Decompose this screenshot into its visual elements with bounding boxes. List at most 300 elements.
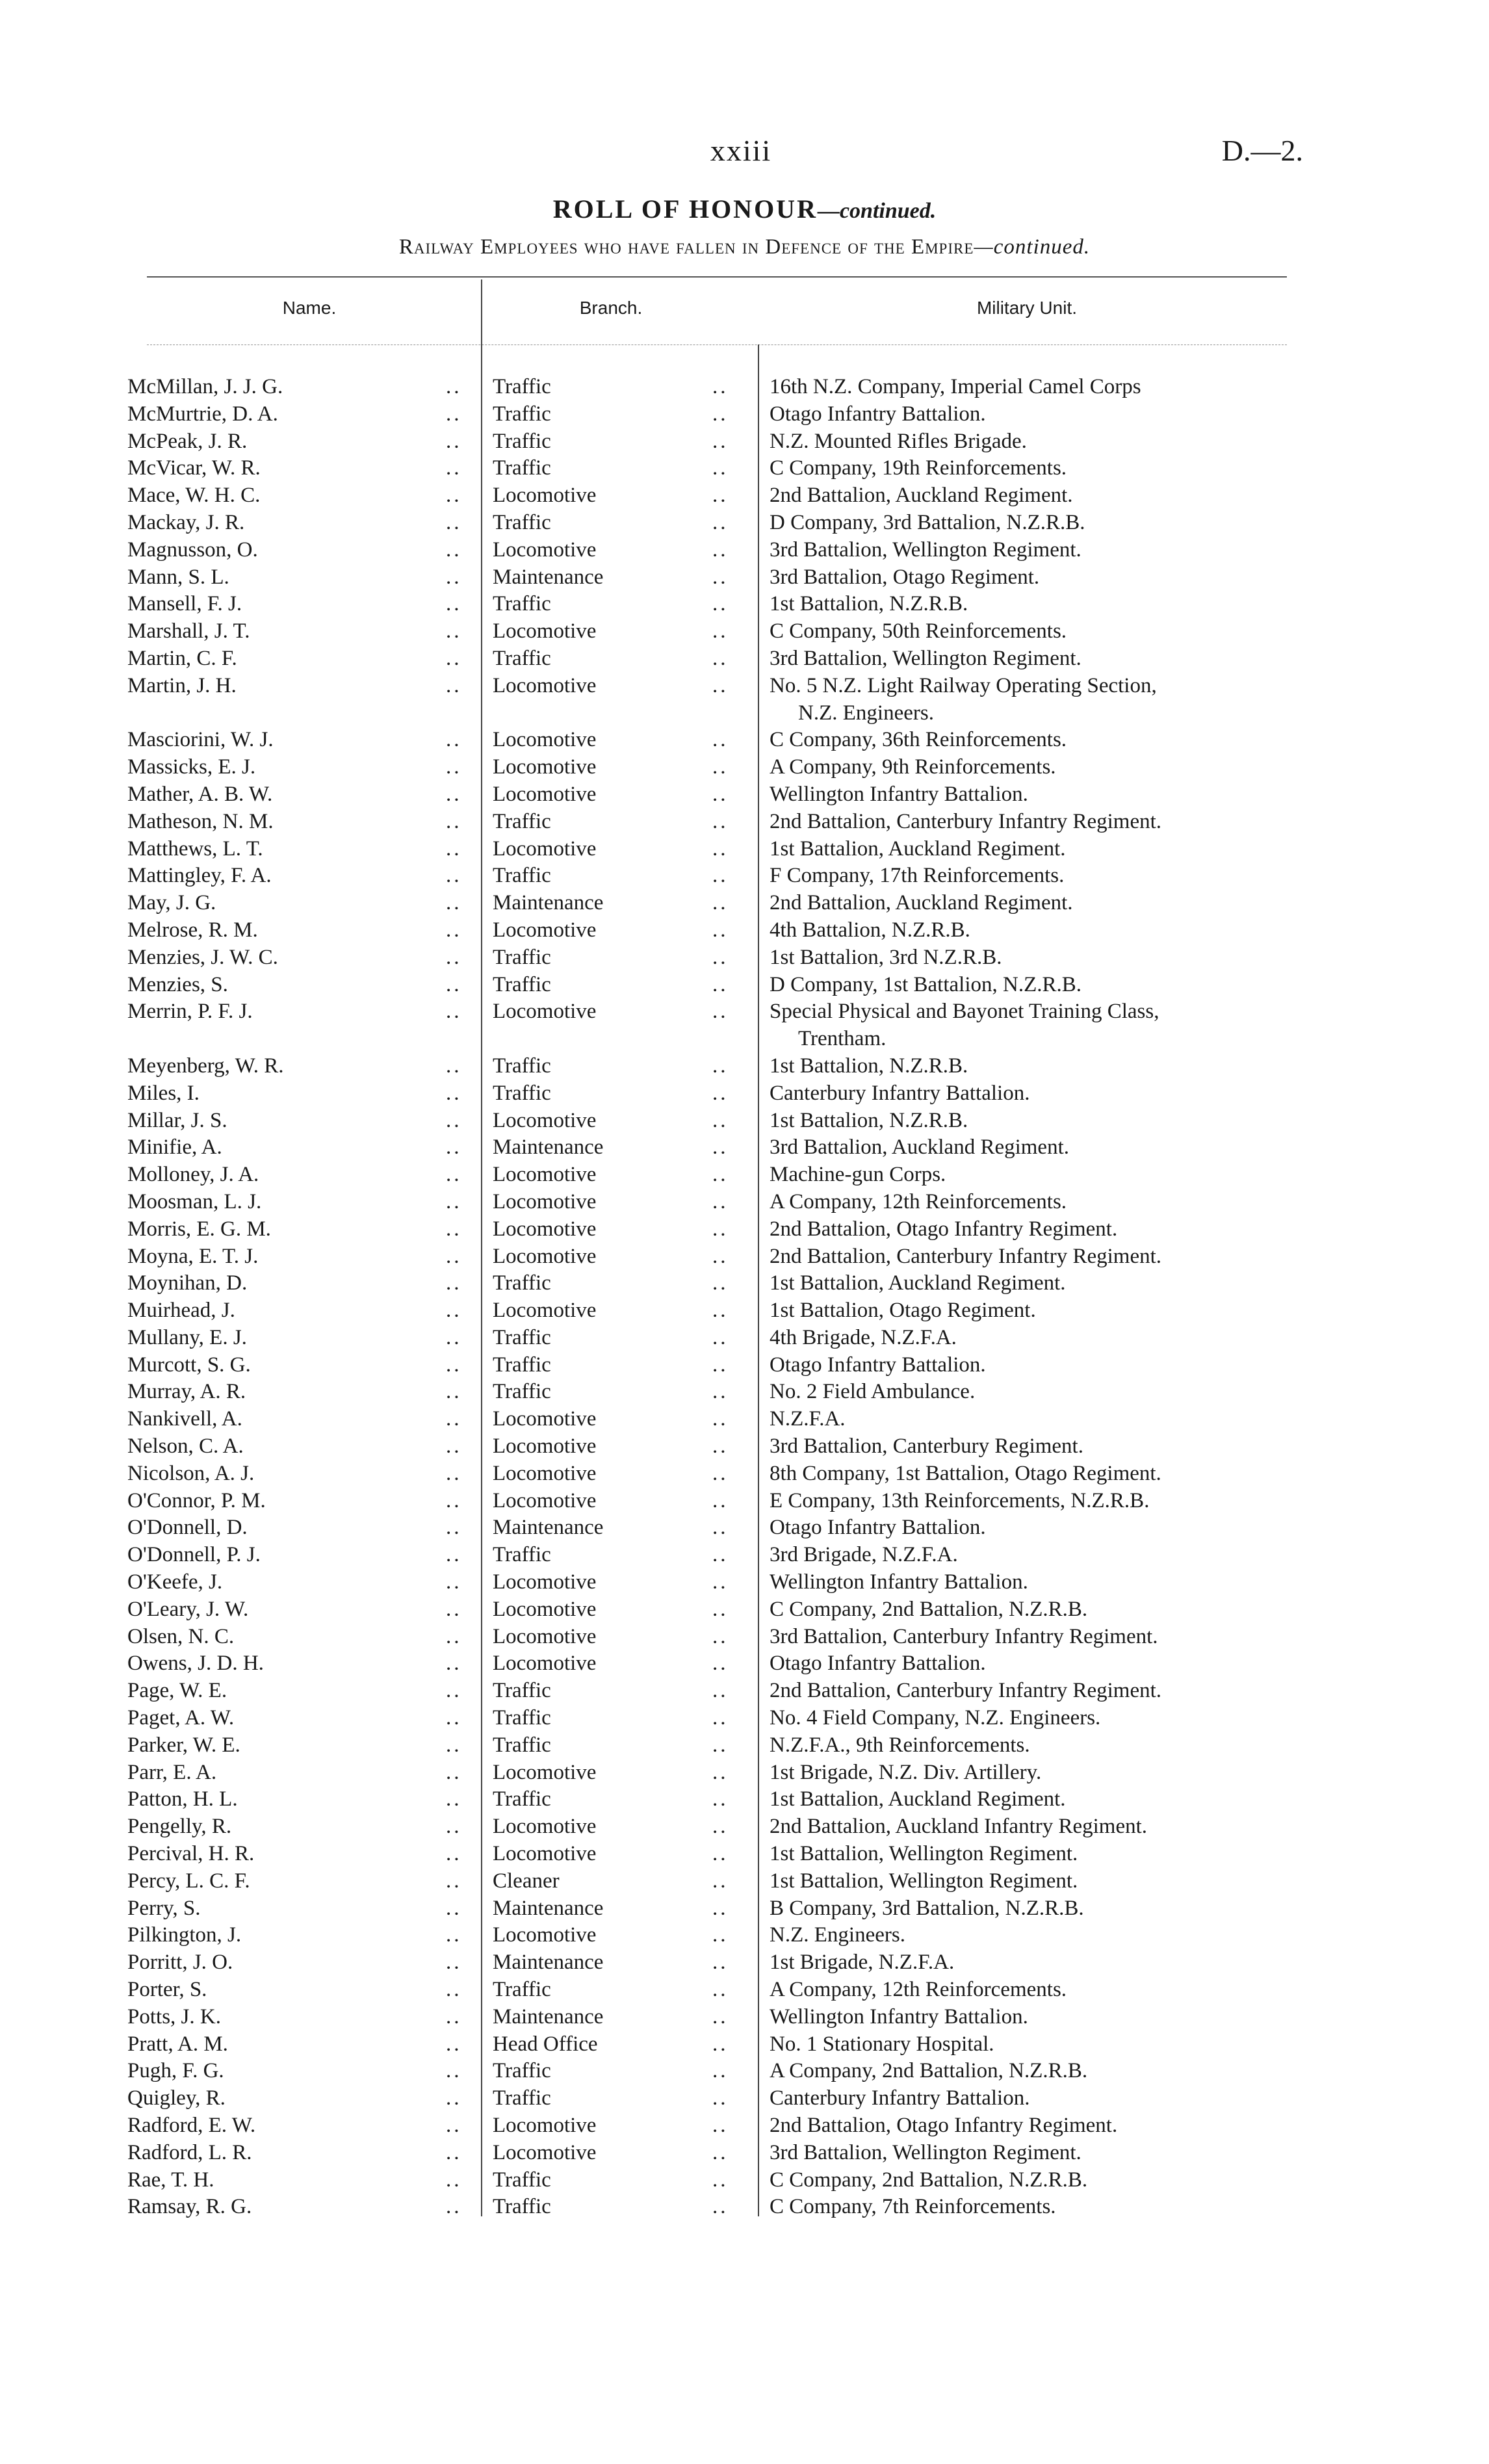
row-branch: Traffic	[493, 1543, 551, 1567]
row-name: Moyna, E. T. J.	[127, 1244, 259, 1268]
row-name: Massicks, E. J.	[127, 755, 256, 779]
row-name: Porritt, J. O.	[127, 1951, 233, 1975]
row-military-unit	[770, 1841, 1297, 1868]
row-branch: Locomotive	[493, 538, 597, 562]
row-branch: Locomotive	[493, 619, 597, 643]
leader-dots: ..	[446, 782, 462, 806]
row-unit-line: N.Z. Engineers.	[770, 1923, 905, 1947]
row-branch: Traffic	[493, 1325, 551, 1349]
leader-dots: ..	[712, 619, 729, 643]
row-military-unit	[770, 809, 1297, 836]
leader-dots: ..	[446, 619, 462, 643]
row-military-unit	[770, 2112, 1297, 2140]
row-unit-line: 3rd Battalion, Otago Regiment.	[770, 565, 1040, 589]
row-name: O'Donnell, P. J.	[127, 1543, 261, 1567]
row-name: Merrin, P. F. J.	[127, 1000, 253, 1024]
row-name: Paget, A. W.	[127, 1706, 235, 1730]
row-military-unit	[770, 428, 1297, 456]
leader-dots: ..	[712, 809, 729, 833]
leader-dots: ..	[712, 728, 729, 752]
leader-dots: ..	[712, 945, 729, 969]
row-branch: Cleaner	[493, 1869, 560, 1893]
row-military-unit	[770, 1325, 1297, 1352]
leader-dots: ..	[712, 1951, 729, 1975]
column-header-branch: Branch.	[579, 298, 643, 318]
row-branch: Locomotive	[493, 918, 597, 942]
row-military-unit	[770, 781, 1297, 809]
row-military-unit	[770, 1868, 1297, 1895]
leader-dots: ..	[446, 2168, 462, 2192]
row-unit-line: 2nd Battalion, Canterbury Infantry Regiment.	[770, 1244, 1162, 1268]
row-military-unit	[770, 1108, 1297, 1135]
row-name: Masciorini, W. J.	[127, 728, 274, 752]
table-row	[127, 510, 1297, 537]
leader-dots: ..	[446, 2032, 462, 2056]
table-row	[127, 1379, 1297, 1406]
row-unit-line: 2nd Battalion, Canterbury Infantry Regiment.	[770, 809, 1162, 833]
row-unit-line: E Company, 13th Reinforcements, N.Z.R.B.	[770, 1488, 1150, 1512]
leader-dots: ..	[712, 484, 729, 508]
leader-dots: ..	[446, 2059, 462, 2083]
row-branch: Maintenance	[493, 565, 604, 589]
leader-dots: ..	[712, 1760, 729, 1784]
row-branch: Traffic	[493, 2195, 551, 2219]
leader-dots: ..	[712, 2032, 729, 2056]
leader-dots: ..	[712, 1923, 729, 1947]
leader-dots: ..	[446, 1624, 462, 1648]
row-name: Menzies, J. W. C.	[127, 945, 278, 969]
leader-dots: ..	[446, 1679, 462, 1703]
row-branch: Head Office	[493, 2032, 598, 2056]
row-military-unit	[770, 972, 1297, 999]
leader-dots: ..	[712, 1189, 729, 1213]
leader-dots: ..	[712, 1624, 729, 1648]
page-subtitle	[0, 235, 1489, 259]
row-name: Martin, J. H.	[127, 673, 237, 697]
row-name: Murcott, S. G.	[127, 1353, 251, 1377]
leader-dots: ..	[446, 2140, 462, 2164]
table-row	[127, 455, 1297, 482]
row-military-unit	[770, 1297, 1297, 1325]
row-branch: Traffic	[493, 2086, 551, 2110]
leader-dots: ..	[712, 1217, 729, 1241]
row-military-unit	[770, 401, 1297, 428]
row-name: Page, W. E.	[127, 1679, 227, 1703]
leader-dots: ..	[446, 728, 462, 752]
row-military-unit	[770, 890, 1297, 917]
leader-dots: ..	[712, 1325, 729, 1349]
row-name: Owens, J. D. H.	[127, 1652, 264, 1676]
row-unit-line: 3rd Brigade, N.Z.F.A.	[770, 1543, 958, 1567]
row-military-unit	[770, 1379, 1297, 1406]
row-branch: Maintenance	[493, 1135, 604, 1160]
row-military-unit	[770, 455, 1297, 482]
row-unit-line: 2nd Battalion, Auckland Regiment.	[770, 891, 1073, 915]
leader-dots: ..	[446, 1108, 462, 1132]
row-name: Perry, S.	[127, 1896, 201, 1920]
leader-dots: ..	[712, 972, 729, 996]
document-code: D.—2.	[1221, 134, 1303, 167]
row-military-unit	[770, 1080, 1297, 1108]
table-row	[127, 1460, 1297, 1488]
leader-dots: ..	[446, 1271, 462, 1295]
leader-dots: ..	[712, 1869, 729, 1893]
row-unit-line: 1st Battalion, Wellington Regiment.	[770, 1842, 1078, 1866]
row-branch: Maintenance	[493, 1896, 604, 1920]
row-unit-line: 2nd Battalion, Auckland Infantry Regiment.	[770, 1815, 1148, 1839]
leader-dots: ..	[712, 1353, 729, 1377]
row-name: Mace, W. H. C.	[127, 484, 261, 508]
row-unit-line: Wellington Infantry Battalion.	[770, 782, 1028, 806]
row-branch: Locomotive	[493, 836, 597, 861]
row-name: Olsen, N. C.	[127, 1624, 235, 1648]
row-branch: Traffic	[493, 1733, 551, 1757]
row-military-unit	[770, 944, 1297, 972]
table-row	[127, 917, 1297, 944]
leader-dots: ..	[446, 1869, 462, 1893]
row-unit-line: Otago Infantry Battalion.	[770, 1353, 986, 1377]
table-row	[127, 673, 1297, 727]
row-name: May, J. G.	[127, 891, 216, 915]
row-unit-line: C Company, 50th Reinforcements.	[770, 619, 1067, 643]
row-branch: Traffic	[493, 945, 551, 969]
row-name: Nelson, C. A.	[127, 1434, 244, 1459]
table-row	[127, 809, 1297, 836]
row-name: Nankivell, A.	[127, 1407, 242, 1431]
leader-dots: ..	[446, 1760, 462, 1784]
row-name: McMurtrie, D. A.	[127, 402, 278, 426]
row-branch: Maintenance	[493, 2004, 604, 2029]
leader-dots: ..	[446, 646, 462, 670]
row-name: Meyenberg, W. R.	[127, 1054, 284, 1078]
row-name: Muirhead, J.	[127, 1299, 235, 1323]
leader-dots: ..	[446, 945, 462, 969]
title-suffix: —continued.	[817, 199, 937, 223]
row-unit-line: B Company, 3rd Battalion, N.Z.R.B.	[770, 1896, 1084, 1920]
row-unit-line: Wellington Infantry Battalion.	[770, 1570, 1028, 1594]
leader-dots: ..	[446, 673, 462, 697]
table-row	[127, 781, 1297, 809]
row-branch: Traffic	[493, 1081, 551, 1105]
row-unit-line: C Company, 36th Reinforcements.	[770, 728, 1067, 752]
row-military-unit	[770, 564, 1297, 591]
row-military-unit	[770, 1134, 1297, 1161]
row-unit-line: 1st Brigade, N.Z.F.A.	[770, 1951, 955, 1975]
leader-dots: ..	[712, 2195, 729, 2219]
leader-dots: ..	[446, 1652, 462, 1676]
row-name: O'Connor, P. M.	[127, 1488, 266, 1512]
row-branch: Locomotive	[493, 1597, 597, 1621]
leader-dots: ..	[446, 972, 462, 996]
leader-dots: ..	[712, 510, 729, 534]
leader-dots: ..	[446, 2195, 462, 2219]
leader-dots: ..	[446, 1380, 462, 1404]
table-row	[127, 754, 1297, 781]
leader-dots: ..	[446, 755, 462, 779]
leader-dots: ..	[712, 1299, 729, 1323]
leader-dots: ..	[712, 1135, 729, 1160]
leader-dots: ..	[446, 592, 462, 616]
leader-dots: ..	[712, 2114, 729, 2137]
row-branch: Traffic	[493, 1271, 551, 1295]
table-row	[127, 1189, 1297, 1216]
row-name: Parker, W. E.	[127, 1733, 240, 1757]
table-row	[127, 537, 1297, 564]
row-unit-line: 1st Battalion, Auckland Regiment.	[770, 1787, 1066, 1811]
row-branch: Locomotive	[493, 1163, 597, 1187]
table-row	[127, 1297, 1297, 1325]
row-branch: Traffic	[493, 809, 551, 833]
row-unit-continuation: N.Z. Engineers.	[798, 701, 934, 725]
row-name: Percy, L. C. F.	[127, 1869, 250, 1893]
row-military-unit	[770, 1433, 1297, 1460]
row-branch: Locomotive	[493, 673, 597, 697]
row-unit-line: F Company, 17th Reinforcements.	[770, 864, 1065, 888]
row-military-unit	[770, 998, 1297, 1053]
leader-dots: ..	[446, 891, 462, 915]
row-branch: Traffic	[493, 1054, 551, 1078]
row-unit-line: Canterbury Infantry Battalion.	[770, 1081, 1030, 1105]
row-branch: Locomotive	[493, 1923, 597, 1947]
row-unit-line: N.Z. Mounted Rifles Brigade.	[770, 429, 1027, 453]
row-military-unit	[770, 1406, 1297, 1433]
table-row	[127, 2167, 1297, 2194]
row-name: Marshall, J. T.	[127, 619, 250, 643]
row-military-unit	[770, 1624, 1297, 1651]
row-name: O'Keefe, J.	[127, 1570, 223, 1594]
row-unit-line: A Company, 2nd Battalion, N.Z.R.B.	[770, 2059, 1088, 2083]
leader-dots: ..	[446, 1896, 462, 1920]
leader-dots: ..	[446, 538, 462, 562]
table-row	[127, 1786, 1297, 1813]
row-name: McPeak, J. R.	[127, 429, 248, 453]
row-branch: Traffic	[493, 1706, 551, 1730]
row-name: Pugh, F. G.	[127, 2059, 224, 2083]
table-header-rule	[147, 344, 1287, 345]
row-name: Martin, C. F.	[127, 646, 237, 670]
leader-dots: ..	[446, 402, 462, 426]
row-branch: Locomotive	[493, 1842, 597, 1866]
row-unit-line: 1st Battalion, N.Z.R.B.	[770, 1054, 968, 1078]
row-name: Percival, H. R.	[127, 1842, 255, 1866]
row-name: Matthews, L. T.	[127, 836, 263, 861]
row-military-unit	[770, 1977, 1297, 2004]
row-military-unit	[770, 1542, 1297, 1569]
leader-dots: ..	[712, 1108, 729, 1132]
leader-dots: ..	[446, 918, 462, 942]
row-military-unit	[770, 836, 1297, 863]
row-military-unit	[770, 1460, 1297, 1488]
row-branch: Locomotive	[493, 1217, 597, 1241]
table-row	[127, 2140, 1297, 2167]
row-name: Rae, T. H.	[127, 2168, 214, 2192]
row-name: McVicar, W. R.	[127, 456, 261, 480]
leader-dots: ..	[712, 2168, 729, 2192]
row-military-unit	[770, 2167, 1297, 2194]
row-branch: Locomotive	[493, 484, 597, 508]
row-unit-line: C Company, 19th Reinforcements.	[770, 456, 1067, 480]
row-name: Mackay, J. R.	[127, 510, 245, 534]
leader-dots: ..	[446, 429, 462, 453]
table-row	[127, 1596, 1297, 1624]
row-branch: Maintenance	[493, 1951, 604, 1975]
roll-of-honour-table	[127, 374, 1297, 2221]
row-unit-line: A Company, 12th Reinforcements.	[770, 1189, 1067, 1213]
row-military-unit	[770, 1270, 1297, 1297]
table-row	[127, 1813, 1297, 1841]
row-name: Radford, E. W.	[127, 2114, 256, 2137]
row-unit-line: D Company, 1st Battalion, N.Z.R.B.	[770, 972, 1082, 996]
table-row	[127, 972, 1297, 999]
row-branch: Locomotive	[493, 1108, 597, 1132]
row-branch: Maintenance	[493, 891, 604, 915]
leader-dots: ..	[446, 1135, 462, 1160]
table-row	[127, 1949, 1297, 1977]
row-branch: Locomotive	[493, 1488, 597, 1512]
table-row	[127, 374, 1297, 401]
row-unit-line: 8th Company, 1st Battalion, Otago Regiment.	[770, 1461, 1161, 1485]
row-name: Mann, S. L.	[127, 565, 229, 589]
row-unit-line: 2nd Battalion, Otago Infantry Regiment.	[770, 2114, 1118, 2137]
leader-dots: ..	[446, 1189, 462, 1213]
table-row	[127, 727, 1297, 754]
row-branch: Traffic	[493, 1787, 551, 1811]
leader-dots: ..	[446, 484, 462, 508]
row-name: Mansell, F. J.	[127, 592, 242, 616]
leader-dots: ..	[446, 1597, 462, 1621]
table-row	[127, 1080, 1297, 1108]
table-row	[127, 2031, 1297, 2058]
row-unit-line: Otago Infantry Battalion.	[770, 402, 986, 426]
row-name: Nicolson, A. J.	[127, 1461, 255, 1485]
table-row	[127, 1134, 1297, 1161]
row-unit-line: A Company, 12th Reinforcements.	[770, 1978, 1067, 2002]
leader-dots: ..	[712, 592, 729, 616]
row-unit-line: D Company, 3rd Battalion, N.Z.R.B.	[770, 510, 1085, 534]
table-row	[127, 2085, 1297, 2112]
row-name: Mattingley, F. A.	[127, 864, 272, 888]
leader-dots: ..	[446, 1570, 462, 1594]
column-header-name: Name.	[282, 298, 337, 318]
table-row	[127, 1678, 1297, 1705]
leader-dots: ..	[712, 1081, 729, 1105]
row-branch: Locomotive	[493, 1434, 597, 1459]
row-name: Porter, S.	[127, 1978, 207, 2002]
row-name: Pilkington, J.	[127, 1923, 242, 1947]
leader-dots: ..	[446, 1488, 462, 1512]
row-unit-line: 3rd Battalion, Wellington Regiment.	[770, 646, 1081, 670]
row-military-unit	[770, 754, 1297, 781]
leader-dots: ..	[712, 1407, 729, 1431]
leader-dots: ..	[712, 2004, 729, 2029]
table-row	[127, 1732, 1297, 1759]
row-military-unit	[770, 1705, 1297, 1732]
row-military-unit	[770, 2058, 1297, 2085]
row-military-unit	[770, 374, 1297, 401]
row-name: Melrose, R. M.	[127, 918, 258, 942]
leader-dots: ..	[446, 1951, 462, 1975]
table-row	[127, 645, 1297, 673]
table-row	[127, 1542, 1297, 1569]
leader-dots: ..	[446, 1815, 462, 1839]
row-branch: Locomotive	[493, 1000, 597, 1024]
table-row	[127, 2058, 1297, 2085]
leader-dots: ..	[712, 1054, 729, 1078]
table-row	[127, 482, 1297, 510]
row-branch: Locomotive	[493, 1760, 597, 1784]
table-row	[127, 2194, 1297, 2221]
row-name: Mather, A. B. W.	[127, 782, 273, 806]
leader-dots: ..	[446, 1299, 462, 1323]
table-row	[127, 1759, 1297, 1787]
leader-dots: ..	[446, 1244, 462, 1268]
leader-dots: ..	[712, 565, 729, 589]
row-unit-line: 4th Brigade, N.Z.F.A.	[770, 1325, 957, 1349]
leader-dots: ..	[712, 456, 729, 480]
row-military-unit	[770, 1949, 1297, 1977]
row-branch: Locomotive	[493, 1624, 597, 1648]
table-row	[127, 1270, 1297, 1297]
row-unit-line: 1st Battalion, 3rd N.Z.R.B.	[770, 945, 1002, 969]
leader-dots: ..	[712, 918, 729, 942]
leader-dots: ..	[446, 1353, 462, 1377]
leader-dots: ..	[712, 1000, 729, 1024]
row-name: Pengelly, R.	[127, 1815, 232, 1839]
row-branch: Traffic	[493, 375, 551, 398]
table-row	[127, 1514, 1297, 1542]
leader-dots: ..	[446, 1217, 462, 1241]
table-row	[127, 1108, 1297, 1135]
row-military-unit	[770, 1243, 1297, 1271]
row-unit-line: No. 2 Field Ambulance.	[770, 1380, 976, 1404]
table-row	[127, 1053, 1297, 1080]
leader-dots: ..	[446, 1733, 462, 1757]
row-branch: Locomotive	[493, 2140, 597, 2164]
row-unit-line: N.Z.F.A., 9th Reinforcements.	[770, 1733, 1030, 1757]
row-military-unit	[770, 917, 1297, 944]
row-military-unit	[770, 1514, 1297, 1542]
row-unit-line: C Company, 2nd Battalion, N.Z.R.B.	[770, 1597, 1088, 1621]
row-military-unit	[770, 1895, 1297, 1923]
leader-dots: ..	[712, 2140, 729, 2164]
leader-dots: ..	[712, 782, 729, 806]
leader-dots: ..	[446, 1461, 462, 1485]
leader-dots: ..	[446, 864, 462, 888]
table-row	[127, 944, 1297, 972]
leader-dots: ..	[712, 1570, 729, 1594]
leader-dots: ..	[712, 1733, 729, 1757]
row-military-unit	[770, 1650, 1297, 1678]
row-military-unit	[770, 1678, 1297, 1705]
leader-dots: ..	[712, 646, 729, 670]
subtitle-main: Railway Employees who have fallen in Defence of the Empire	[398, 235, 974, 259]
leader-dots: ..	[712, 1842, 729, 1866]
table-row	[127, 1352, 1297, 1379]
leader-dots: ..	[446, 1081, 462, 1105]
row-branch: Locomotive	[493, 1461, 597, 1485]
row-military-unit	[770, 673, 1297, 727]
row-branch: Locomotive	[493, 1815, 597, 1839]
leader-dots: ..	[446, 809, 462, 833]
row-branch: Locomotive	[493, 1407, 597, 1431]
row-branch: Locomotive	[493, 1244, 597, 1268]
row-name: Ramsay, R. G.	[127, 2195, 252, 2219]
row-military-unit	[770, 1596, 1297, 1624]
row-unit-line: 1st Battalion, Auckland Regiment.	[770, 836, 1066, 861]
row-unit-line: 1st Battalion, N.Z.R.B.	[770, 592, 968, 616]
row-unit-line: 3rd Battalion, Wellington Regiment.	[770, 2140, 1081, 2164]
table-row	[127, 618, 1297, 645]
